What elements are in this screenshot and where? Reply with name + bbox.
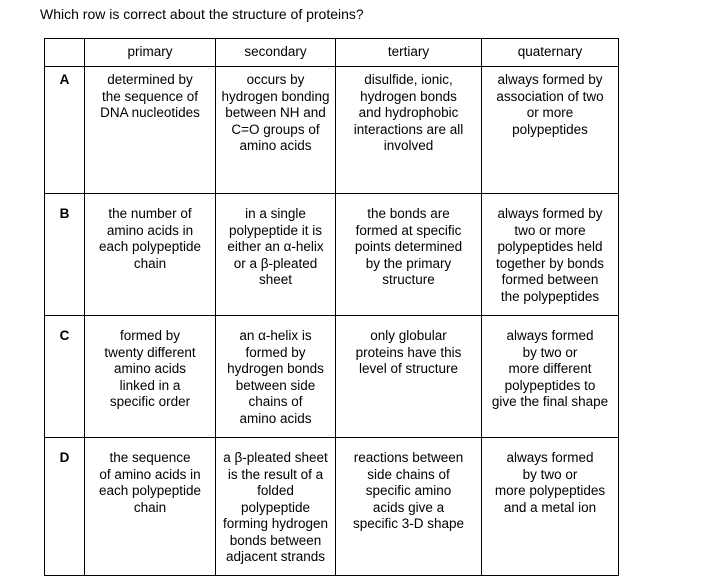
row-label: D [45, 438, 85, 576]
cell-tertiary: reactions between side chains of specific amino acids give a specific 3-D shape [336, 438, 482, 576]
cell-secondary: an α-helix is formed by hydrogen bonds between side chains of amino acids [216, 316, 336, 438]
cell-secondary: a β-pleated sheet is the result of a folded polypeptide forming hydrogen bonds between adjacent strands [216, 438, 336, 576]
question-text: Which row is correct about the structure of proteins? [40, 6, 364, 22]
row-label: A [45, 67, 85, 194]
cell-tertiary: the bonds are formed at specific points determined by the primary structure [336, 194, 482, 316]
row-c [45, 316, 619, 438]
cell-quaternary: always formed by two or more polypeptides held together by bonds formed between the polypeptides [482, 194, 619, 316]
header-blank [45, 39, 85, 67]
header-secondary: secondary [216, 39, 336, 67]
protein-structure-table [44, 38, 619, 576]
cell-tertiary: only globular proteins have this level of structure [336, 316, 482, 438]
row-d [45, 438, 619, 576]
row-b [45, 194, 619, 316]
cell-primary: the sequence of amino acids in each polypeptide chain [85, 438, 216, 576]
header-primary: primary [85, 39, 216, 67]
header-quaternary: quaternary [482, 39, 619, 67]
cell-quaternary: always formed by association of two or more polypeptides [482, 67, 619, 194]
row-label: C [45, 316, 85, 438]
cell-tertiary: disulfide, ionic, hydrogen bonds and hydrophobic interactions are all involved [336, 67, 482, 194]
cell-secondary: in a single polypeptide it is either an α-helix or a β-pleated sheet [216, 194, 336, 316]
row-label: B [45, 194, 85, 316]
cell-quaternary: always formed by two or more polypeptides and a metal ion [482, 438, 619, 576]
cell-quaternary: always formed by two or more different polypeptides to give the final shape [482, 316, 619, 438]
cell-primary: determined by the sequence of DNA nucleotides [85, 67, 216, 194]
header-row [45, 39, 619, 67]
cell-primary: formed by twenty different amino acids linked in a specific order [85, 316, 216, 438]
row-a [45, 67, 619, 194]
header-tertiary: tertiary [336, 39, 482, 67]
cell-primary: the number of amino acids in each polypeptide chain [85, 194, 216, 316]
cell-secondary: occurs by hydrogen bonding between NH and C=O groups of amino acids [216, 67, 336, 194]
